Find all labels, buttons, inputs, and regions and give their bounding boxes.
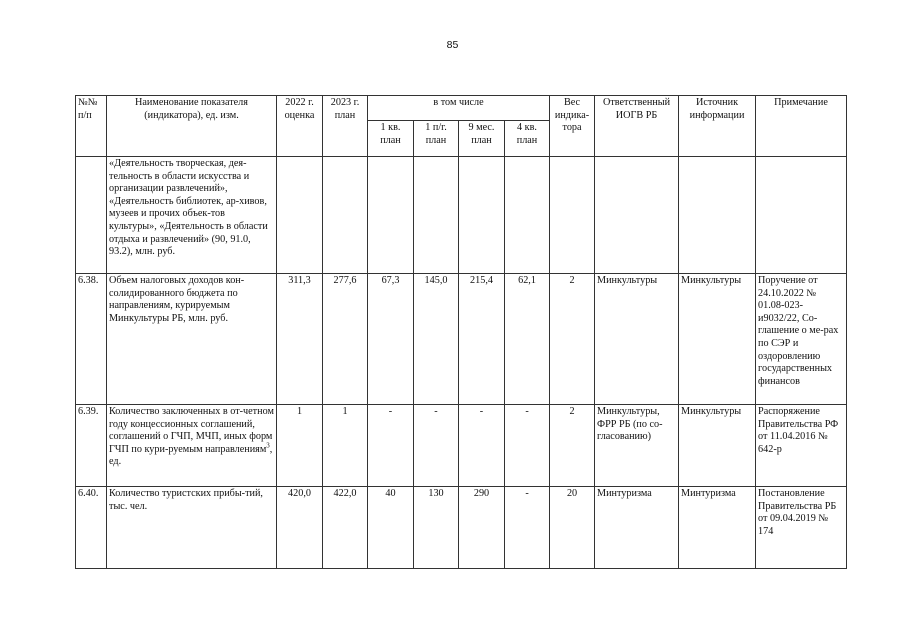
row-weight: 20	[550, 487, 595, 569]
row-q4: -	[505, 405, 550, 487]
row-2023: 277,6	[323, 274, 368, 405]
row-h1: 145,0	[414, 274, 459, 405]
row-weight: 2	[550, 405, 595, 487]
row-h1: 130	[414, 487, 459, 569]
page-number: 85	[446, 39, 459, 51]
header-2023: 2023 г. план	[323, 96, 368, 157]
row-responsible: Минкультуры, ФРР РБ (по со-гласованию)	[595, 405, 679, 487]
row-name	[107, 405, 277, 487]
table-row	[76, 487, 847, 569]
row-source: Минкультуры	[679, 274, 756, 405]
header-weight: Вес индика-тора	[550, 96, 595, 157]
row-weight: 2	[550, 274, 595, 405]
row-q1: 67,3	[368, 274, 414, 405]
row-9m	[459, 157, 505, 274]
row-9m: -	[459, 405, 505, 487]
row-q1: -	[368, 405, 414, 487]
row-2022: 420,0	[277, 487, 323, 569]
row-num: 6.40.	[76, 487, 107, 569]
row-source	[679, 157, 756, 274]
table-row	[76, 274, 847, 405]
row-responsible	[595, 157, 679, 274]
header-name: Наименование показателя (индикатора), ед. изм.	[107, 96, 277, 157]
row-note: Распоряжение Правительства РФ от 11.04.2016 № 642-р	[756, 405, 847, 487]
row-h1	[414, 157, 459, 274]
row-name: «Деятельность творческая, дея-тельность в области искусства и организации развлечений», «Деятельность библиотек, ар-хивов, музеев и прочих объек-тов культуры», «Деятельность в области отдыха и развлечений» (90, 91.0, 93.2), млн. руб.	[107, 157, 277, 274]
row-note: Постановление Правительства РБ от 09.04.2019 № 174	[756, 487, 847, 569]
header-q1: 1 кв. план	[368, 121, 414, 157]
header-h1: 1 п/г. план	[414, 121, 459, 157]
row-q4: -	[505, 487, 550, 569]
header-source: Источник информации	[679, 96, 756, 157]
row-responsible: Минкультуры	[595, 274, 679, 405]
row-source: Минтуризма	[679, 487, 756, 569]
row-name-text: Количество заключенных в от-четном году концессионных соглашений, соглашений о ГЧП, МЧП, иных форм ГЧП по кури-руемым направлениям	[109, 406, 274, 455]
row-note	[756, 157, 847, 274]
row-q1	[368, 157, 414, 274]
row-2022: 1	[277, 405, 323, 487]
header-responsible: Ответственный ИОГВ РБ	[595, 96, 679, 157]
row-2023	[323, 157, 368, 274]
row-name: Объем налоговых доходов кон-солидированного бюджета по направлениям, курируемым Минкультуры РБ, млн. руб.	[107, 274, 277, 405]
header-group: в том числе	[368, 96, 550, 121]
row-responsible: Минтуризма	[595, 487, 679, 569]
row-2023: 422,0	[323, 487, 368, 569]
row-num: 6.39.	[76, 405, 107, 487]
row-2022: 311,3	[277, 274, 323, 405]
table-row	[76, 157, 847, 274]
header-9m: 9 мес. план	[459, 121, 505, 157]
header-2022: 2022 г. оценка	[277, 96, 323, 157]
row-name: Количество туристских прибы-тий, тыс. чел.	[107, 487, 277, 569]
header-row	[76, 96, 847, 121]
row-2023: 1	[323, 405, 368, 487]
row-q4: 62,1	[505, 274, 550, 405]
header-num: №№ п/п	[76, 96, 107, 157]
row-q1: 40	[368, 487, 414, 569]
row-weight	[550, 157, 595, 274]
indicators-table	[75, 95, 847, 569]
row-num	[76, 157, 107, 274]
row-num: 6.38.	[76, 274, 107, 405]
row-9m: 290	[459, 487, 505, 569]
row-q4	[505, 157, 550, 274]
footnote-ref: 3	[266, 441, 270, 450]
row-2022	[277, 157, 323, 274]
row-h1: -	[414, 405, 459, 487]
header-note: Примечание	[756, 96, 847, 157]
row-note: Поручение от 24.10.2022 № 01.08-023-и9032/22, Со-глашение о ме-рах по СЭР и оздоровлению государственных финансов	[756, 274, 847, 405]
header-q4: 4 кв. план	[505, 121, 550, 157]
row-source: Минкультуры	[679, 405, 756, 487]
table-row	[76, 405, 847, 487]
row-name-suffix: , ед.	[109, 443, 273, 468]
row-9m: 215,4	[459, 274, 505, 405]
